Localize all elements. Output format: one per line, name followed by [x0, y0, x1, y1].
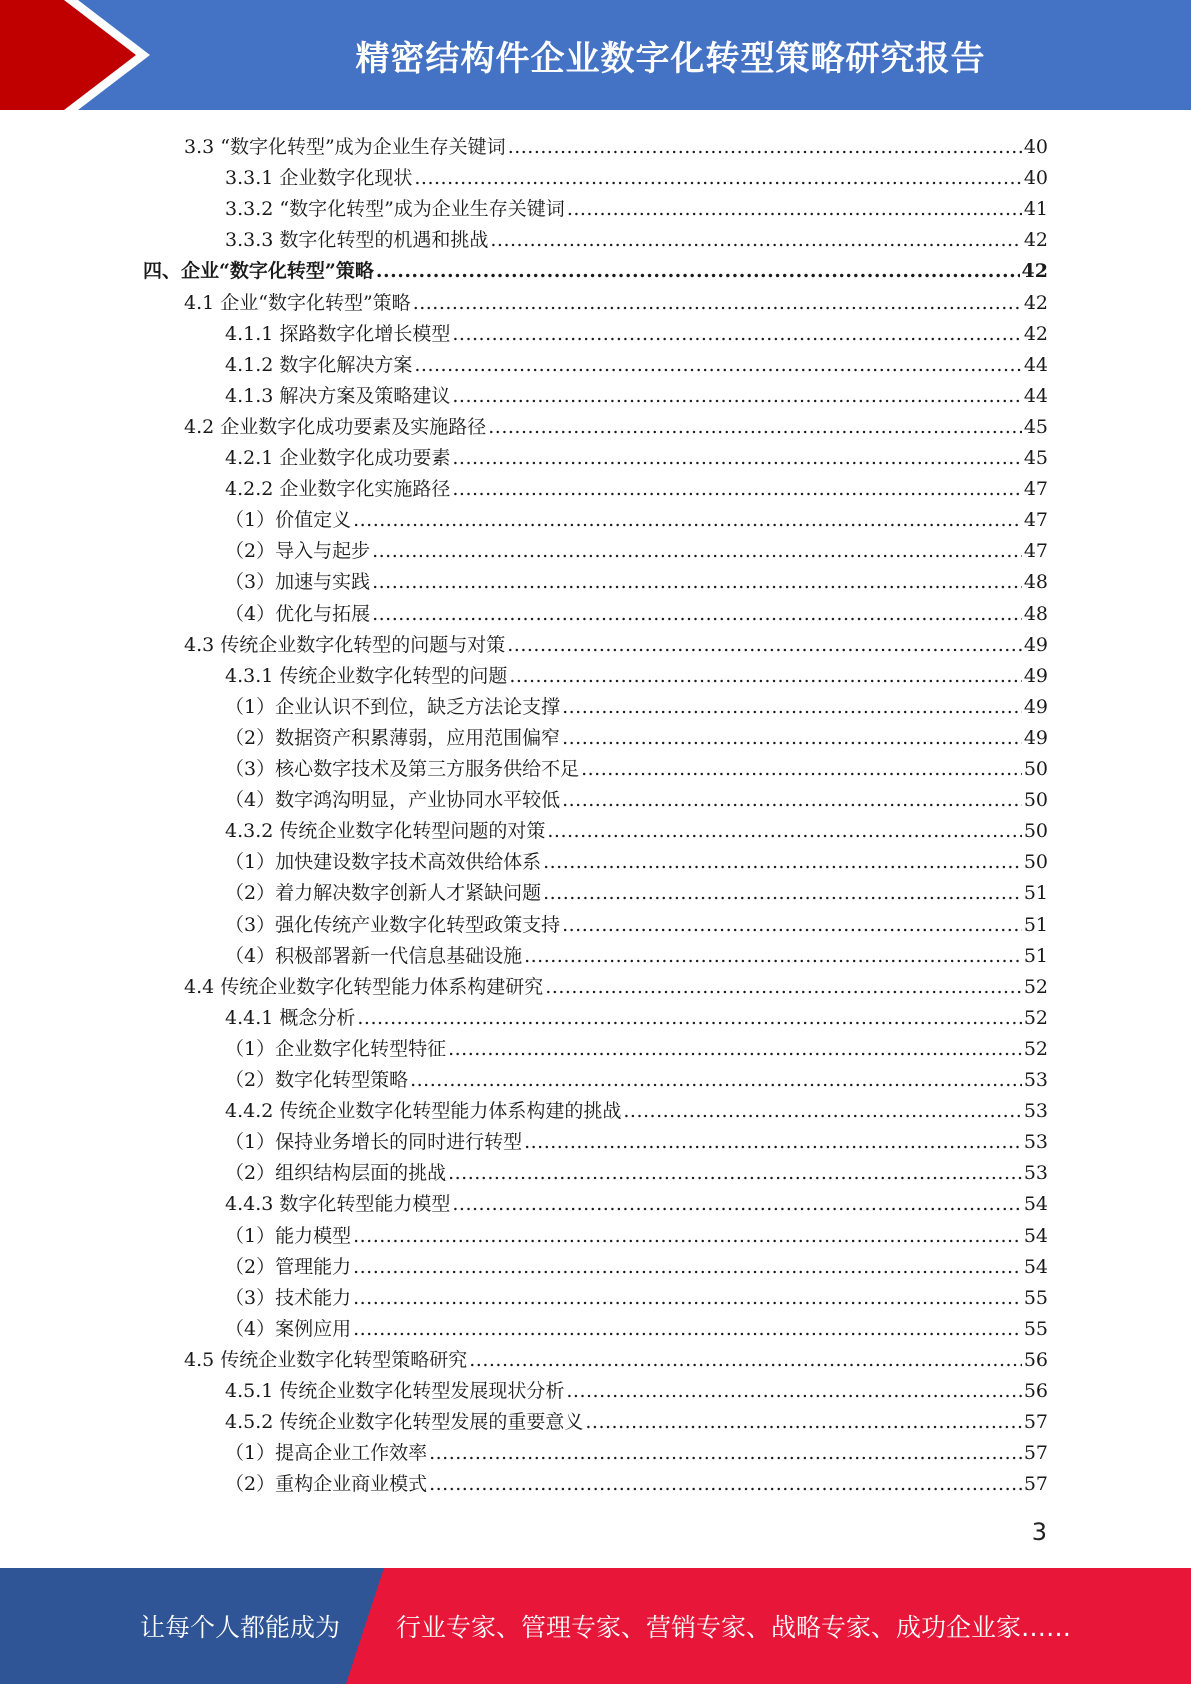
- toc-entry-page: 40: [1023, 167, 1048, 189]
- toc-entry[interactable]: [225, 656, 1048, 687]
- toc-entry-page: 45: [1023, 416, 1048, 438]
- toc-entry-page: 51: [1023, 914, 1048, 936]
- toc-dot-leader: [414, 354, 1021, 376]
- toc-entry-page: 41: [1023, 198, 1048, 220]
- toc-dot-leader: [452, 323, 1021, 345]
- toc-entry-page: 52: [1023, 1007, 1048, 1029]
- toc-dot-leader: [562, 727, 1022, 749]
- toc-entry[interactable]: [143, 251, 1048, 282]
- toc-entry-page: 42: [1021, 260, 1048, 282]
- toc-entry[interactable]: [225, 1309, 1048, 1340]
- toc-entry-page: 51: [1023, 882, 1048, 904]
- toc-entry-page: 47: [1023, 509, 1048, 531]
- toc-entry[interactable]: [184, 127, 1048, 158]
- toc-entry-page: 42: [1023, 323, 1048, 345]
- toc-dot-leader: [452, 478, 1021, 500]
- toc-entry-page: 54: [1023, 1256, 1048, 1278]
- toc-entry-page: 42: [1023, 292, 1048, 314]
- toc-dot-leader: [353, 1225, 1022, 1247]
- toc-entry[interactable]: [225, 500, 1048, 531]
- toc-entry[interactable]: [225, 376, 1048, 407]
- toc-entry-title: （2）着力解决数字创新人才紧缺问题: [225, 882, 542, 904]
- toc-entry[interactable]: [225, 842, 1048, 873]
- toc-dot-leader: [545, 976, 1022, 998]
- toc-dot-leader: [543, 882, 1022, 904]
- toc-dot-leader: [566, 1380, 1021, 1402]
- toc-entry[interactable]: [225, 780, 1048, 811]
- toc-entry-page: 49: [1023, 727, 1048, 749]
- toc-entry-title: （1）企业认识不到位，缺乏方法论支撑: [225, 696, 561, 718]
- toc-entry-page: 48: [1023, 603, 1048, 625]
- toc-dot-leader: [509, 665, 1021, 687]
- toc-entry[interactable]: [225, 594, 1048, 625]
- toc-dot-leader: [562, 914, 1022, 936]
- toc-entry-title: 3.3 “数字化转型”成为企业生存关键词: [184, 136, 506, 158]
- toc-entry-title: （1）保持业务增长的同时进行转型: [225, 1131, 523, 1153]
- toc-dot-leader: [429, 1442, 1022, 1464]
- toc-entry-title: 4.4.2 传统企业数字化转型能力体系构建的挑战: [225, 1100, 622, 1122]
- toc-entry-title: （4）优化与拓展: [225, 603, 371, 625]
- toc-dot-leader: [567, 198, 1022, 220]
- toc-entry-page: 51: [1023, 945, 1048, 967]
- toc-entry-title: （3）强化传统产业数字化转型政策支持: [225, 914, 561, 936]
- toc-entry-page: 50: [1023, 820, 1048, 842]
- toc-entry-page: 55: [1023, 1318, 1048, 1340]
- toc-entry-title: （3）技术能力: [225, 1287, 352, 1309]
- toc-entry-title: 3.3.1 企业数字化现状: [225, 167, 413, 189]
- toc-entry-title: 4.3.2 传统企业数字化转型问题的对策: [225, 820, 546, 842]
- toc-dot-leader: [585, 1411, 1021, 1433]
- toc-dot-leader: [448, 1162, 1022, 1184]
- toc-entry-title: （2）重构企业商业模式: [225, 1473, 428, 1495]
- toc-entry-title: 4.5.1 传统企业数字化转型发展现状分析: [225, 1380, 565, 1402]
- footer-slogan-left: 让每个人都能成为: [140, 1613, 341, 1642]
- toc-entry-title: （1）能力模型: [225, 1225, 352, 1247]
- toc-dot-leader: [547, 820, 1021, 842]
- toc-entry-title: 4.2 企业数字化成功要素及实施路径: [184, 416, 487, 438]
- toc-dot-leader: [452, 1193, 1021, 1215]
- toc-dot-leader: [429, 1473, 1022, 1495]
- toc-entry-title: 3.3.2 “数字化转型”成为企业生存关键词: [225, 198, 565, 220]
- toc-dot-leader: [413, 292, 1022, 314]
- toc-entry-title: （1）企业数字化转型特征: [225, 1038, 447, 1060]
- toc-entry-page: 57: [1023, 1442, 1048, 1464]
- report-title: 精密结构件企业数字化转型策略研究报告: [355, 38, 986, 79]
- toc-dot-leader: [623, 1100, 1021, 1122]
- page-header: [0, 0, 1191, 110]
- toc-entry[interactable]: [225, 1247, 1048, 1278]
- toc-entry-page: 53: [1023, 1162, 1048, 1184]
- toc-entry[interactable]: [225, 905, 1048, 936]
- toc-entry[interactable]: [225, 1278, 1048, 1309]
- toc-entry-title: 4.2.2 企业数字化实施路径: [225, 478, 451, 500]
- toc-entry-page: 55: [1023, 1287, 1048, 1309]
- toc-entry-title: （1）提高企业工作效率: [225, 1442, 428, 1464]
- toc-entry-page: 49: [1023, 665, 1048, 687]
- toc-entry-page: 49: [1023, 696, 1048, 718]
- toc-entry[interactable]: [225, 1029, 1048, 1060]
- toc-dot-leader: [376, 260, 1020, 282]
- toc-entry-title: 4.4 传统企业数字化转型能力体系构建研究: [184, 976, 544, 998]
- toc-entry-title: （1）加快建设数字技术高效供给体系: [225, 851, 542, 873]
- toc-entry-page: 54: [1023, 1193, 1048, 1215]
- toc-entry-title: （4）积极部署新一代信息基础设施: [225, 945, 523, 967]
- toc-dot-leader: [562, 789, 1022, 811]
- toc-entry[interactable]: [225, 749, 1048, 780]
- page-footer: [0, 1568, 1191, 1684]
- toc-entry[interactable]: [225, 345, 1048, 376]
- toc-entry[interactable]: [225, 469, 1048, 500]
- toc-entry[interactable]: [225, 873, 1048, 904]
- toc-entry-title: （4）案例应用: [225, 1318, 352, 1340]
- toc-entry[interactable]: [225, 1153, 1048, 1184]
- toc-entry-title: 4.2.1 企业数字化成功要素: [225, 447, 451, 469]
- toc-dot-leader: [353, 509, 1022, 531]
- toc-dot-leader: [469, 1349, 1022, 1371]
- toc-entry-title: 4.3 传统企业数字化转型的问题与对策: [184, 634, 506, 656]
- toc-entry-page: 53: [1023, 1069, 1048, 1091]
- toc-entry[interactable]: [225, 158, 1048, 189]
- toc-entry[interactable]: [184, 283, 1048, 314]
- toc-entry-title: （2）导入与起步: [225, 540, 371, 562]
- page-number: 3: [1031, 1518, 1047, 1546]
- toc-entry[interactable]: [225, 1371, 1048, 1402]
- toc-entry-title: 3.3.3 数字化转型的机遇和挑战: [225, 229, 489, 251]
- toc-entry[interactable]: [225, 1402, 1048, 1433]
- toc-entry[interactable]: [225, 189, 1048, 220]
- toc-entry-page: 44: [1023, 354, 1048, 376]
- toc-entry-page: 48: [1023, 571, 1048, 593]
- toc-entry-title: （3）加速与实践: [225, 571, 371, 593]
- toc-dot-leader: [488, 416, 1022, 438]
- toc-entry-page: 44: [1023, 385, 1048, 407]
- toc-entry-title: （2）数字化转型策略: [225, 1069, 409, 1091]
- toc-entry[interactable]: [225, 562, 1048, 593]
- toc-dot-leader: [452, 447, 1021, 469]
- toc-entry-title: 4.5.2 传统企业数字化转型发展的重要意义: [225, 1411, 584, 1433]
- toc-dot-leader: [357, 1007, 1021, 1029]
- toc-entry-title: 4.1.2 数字化解决方案: [225, 354, 413, 376]
- toc-dot-leader: [507, 634, 1022, 656]
- toc-entry-title: （2）管理能力: [225, 1256, 352, 1278]
- toc-entry-page: 40: [1023, 136, 1048, 158]
- toc-entry-page: 42: [1023, 229, 1048, 251]
- toc-entry-page: 50: [1023, 851, 1048, 873]
- toc-entry-title: （4）数字鸿沟明显，产业协同水平较低: [225, 789, 561, 811]
- toc-entry-page: 53: [1023, 1100, 1048, 1122]
- toc-entry[interactable]: [225, 811, 1048, 842]
- toc-entry[interactable]: [225, 1091, 1048, 1122]
- toc-dot-leader: [410, 1069, 1022, 1091]
- toc-entry[interactable]: [225, 936, 1048, 967]
- toc-entry-title: （2）数据资产积累薄弱，应用范围偏窄: [225, 727, 561, 749]
- toc-entry[interactable]: [225, 687, 1048, 718]
- toc-entry[interactable]: [184, 625, 1048, 656]
- toc-dot-leader: [508, 136, 1022, 158]
- toc-dot-leader: [353, 1256, 1022, 1278]
- toc-entry-page: 53: [1023, 1131, 1048, 1153]
- toc-entry[interactable]: [225, 1060, 1048, 1091]
- toc-entry-page: 52: [1023, 976, 1048, 998]
- toc-entry[interactable]: [225, 531, 1048, 562]
- toc-entry-title: 4.1.3 解决方案及策略建议: [225, 385, 451, 407]
- toc-dot-leader: [562, 696, 1022, 718]
- toc-entry[interactable]: [225, 1464, 1048, 1495]
- toc-entry-page: 50: [1023, 789, 1048, 811]
- toc-entry[interactable]: [225, 220, 1048, 251]
- toc-entry-page: 50: [1023, 758, 1048, 780]
- toc-entry-page: 52: [1023, 1038, 1048, 1060]
- toc-entry[interactable]: [184, 1340, 1048, 1371]
- toc-entry-title: 4.4.3 数字化转型能力模型: [225, 1193, 451, 1215]
- toc-dot-leader: [543, 851, 1022, 873]
- toc-dot-leader: [353, 1287, 1022, 1309]
- toc-entry-page: 49: [1023, 634, 1048, 656]
- toc-dot-leader: [524, 945, 1022, 967]
- toc-entry[interactable]: [184, 407, 1048, 438]
- toc-dot-leader: [452, 385, 1021, 407]
- toc-entry[interactable]: [225, 718, 1048, 749]
- toc-dot-leader: [372, 571, 1022, 593]
- toc-dot-leader: [353, 1318, 1022, 1340]
- toc-dot-leader: [490, 229, 1021, 251]
- toc-entry-page: 57: [1023, 1411, 1048, 1433]
- toc-entry-page: 45: [1023, 447, 1048, 469]
- toc-entry-page: 57: [1023, 1473, 1048, 1495]
- toc-entry[interactable]: [225, 998, 1048, 1029]
- toc-entry-page: 56: [1023, 1380, 1048, 1402]
- toc-entry[interactable]: [184, 967, 1048, 998]
- toc-dot-leader: [372, 603, 1022, 625]
- toc-entry-page: 47: [1023, 540, 1048, 562]
- toc-entry[interactable]: [225, 314, 1048, 345]
- toc-entry-page: 56: [1023, 1349, 1048, 1371]
- toc-entry-title: 4.3.1 传统企业数字化转型的问题: [225, 665, 508, 687]
- toc-entry[interactable]: [225, 438, 1048, 469]
- toc-entry-title: 4.5 传统企业数字化转型策略研究: [184, 1349, 468, 1371]
- toc-entry[interactable]: [225, 1433, 1048, 1464]
- toc-dot-leader: [581, 758, 1022, 780]
- toc-dot-leader: [524, 1131, 1022, 1153]
- toc-entry-title: 4.1 企业“数字化转型”策略: [184, 292, 411, 314]
- toc-entry-title: （1）价值定义: [225, 509, 352, 531]
- toc-entry-page: 54: [1023, 1225, 1048, 1247]
- toc-dot-leader: [372, 540, 1022, 562]
- toc-entry-title: （3）核心数字技术及第三方服务供给不足: [225, 758, 580, 780]
- toc-entry-page: 47: [1023, 478, 1048, 500]
- toc-entry[interactable]: [225, 1216, 1048, 1247]
- toc-entry-title: 四、企业“数字化转型”策略: [143, 260, 374, 282]
- toc-dot-leader: [448, 1038, 1022, 1060]
- toc-entry-title: 4.1.1 探路数字化增长模型: [225, 323, 451, 345]
- header-arrow-decoration: [0, 0, 160, 110]
- toc-entry[interactable]: [225, 1122, 1048, 1153]
- toc-entry-title: 4.4.1 概念分析: [225, 1007, 356, 1029]
- toc-dot-leader: [414, 167, 1021, 189]
- footer-slogan-right: 行业专家、管理专家、营销专家、战略专家、成功企业家……: [396, 1613, 1072, 1642]
- toc-entry-title: （2）组织结构层面的挑战: [225, 1162, 447, 1184]
- toc-entry[interactable]: [225, 1184, 1048, 1215]
